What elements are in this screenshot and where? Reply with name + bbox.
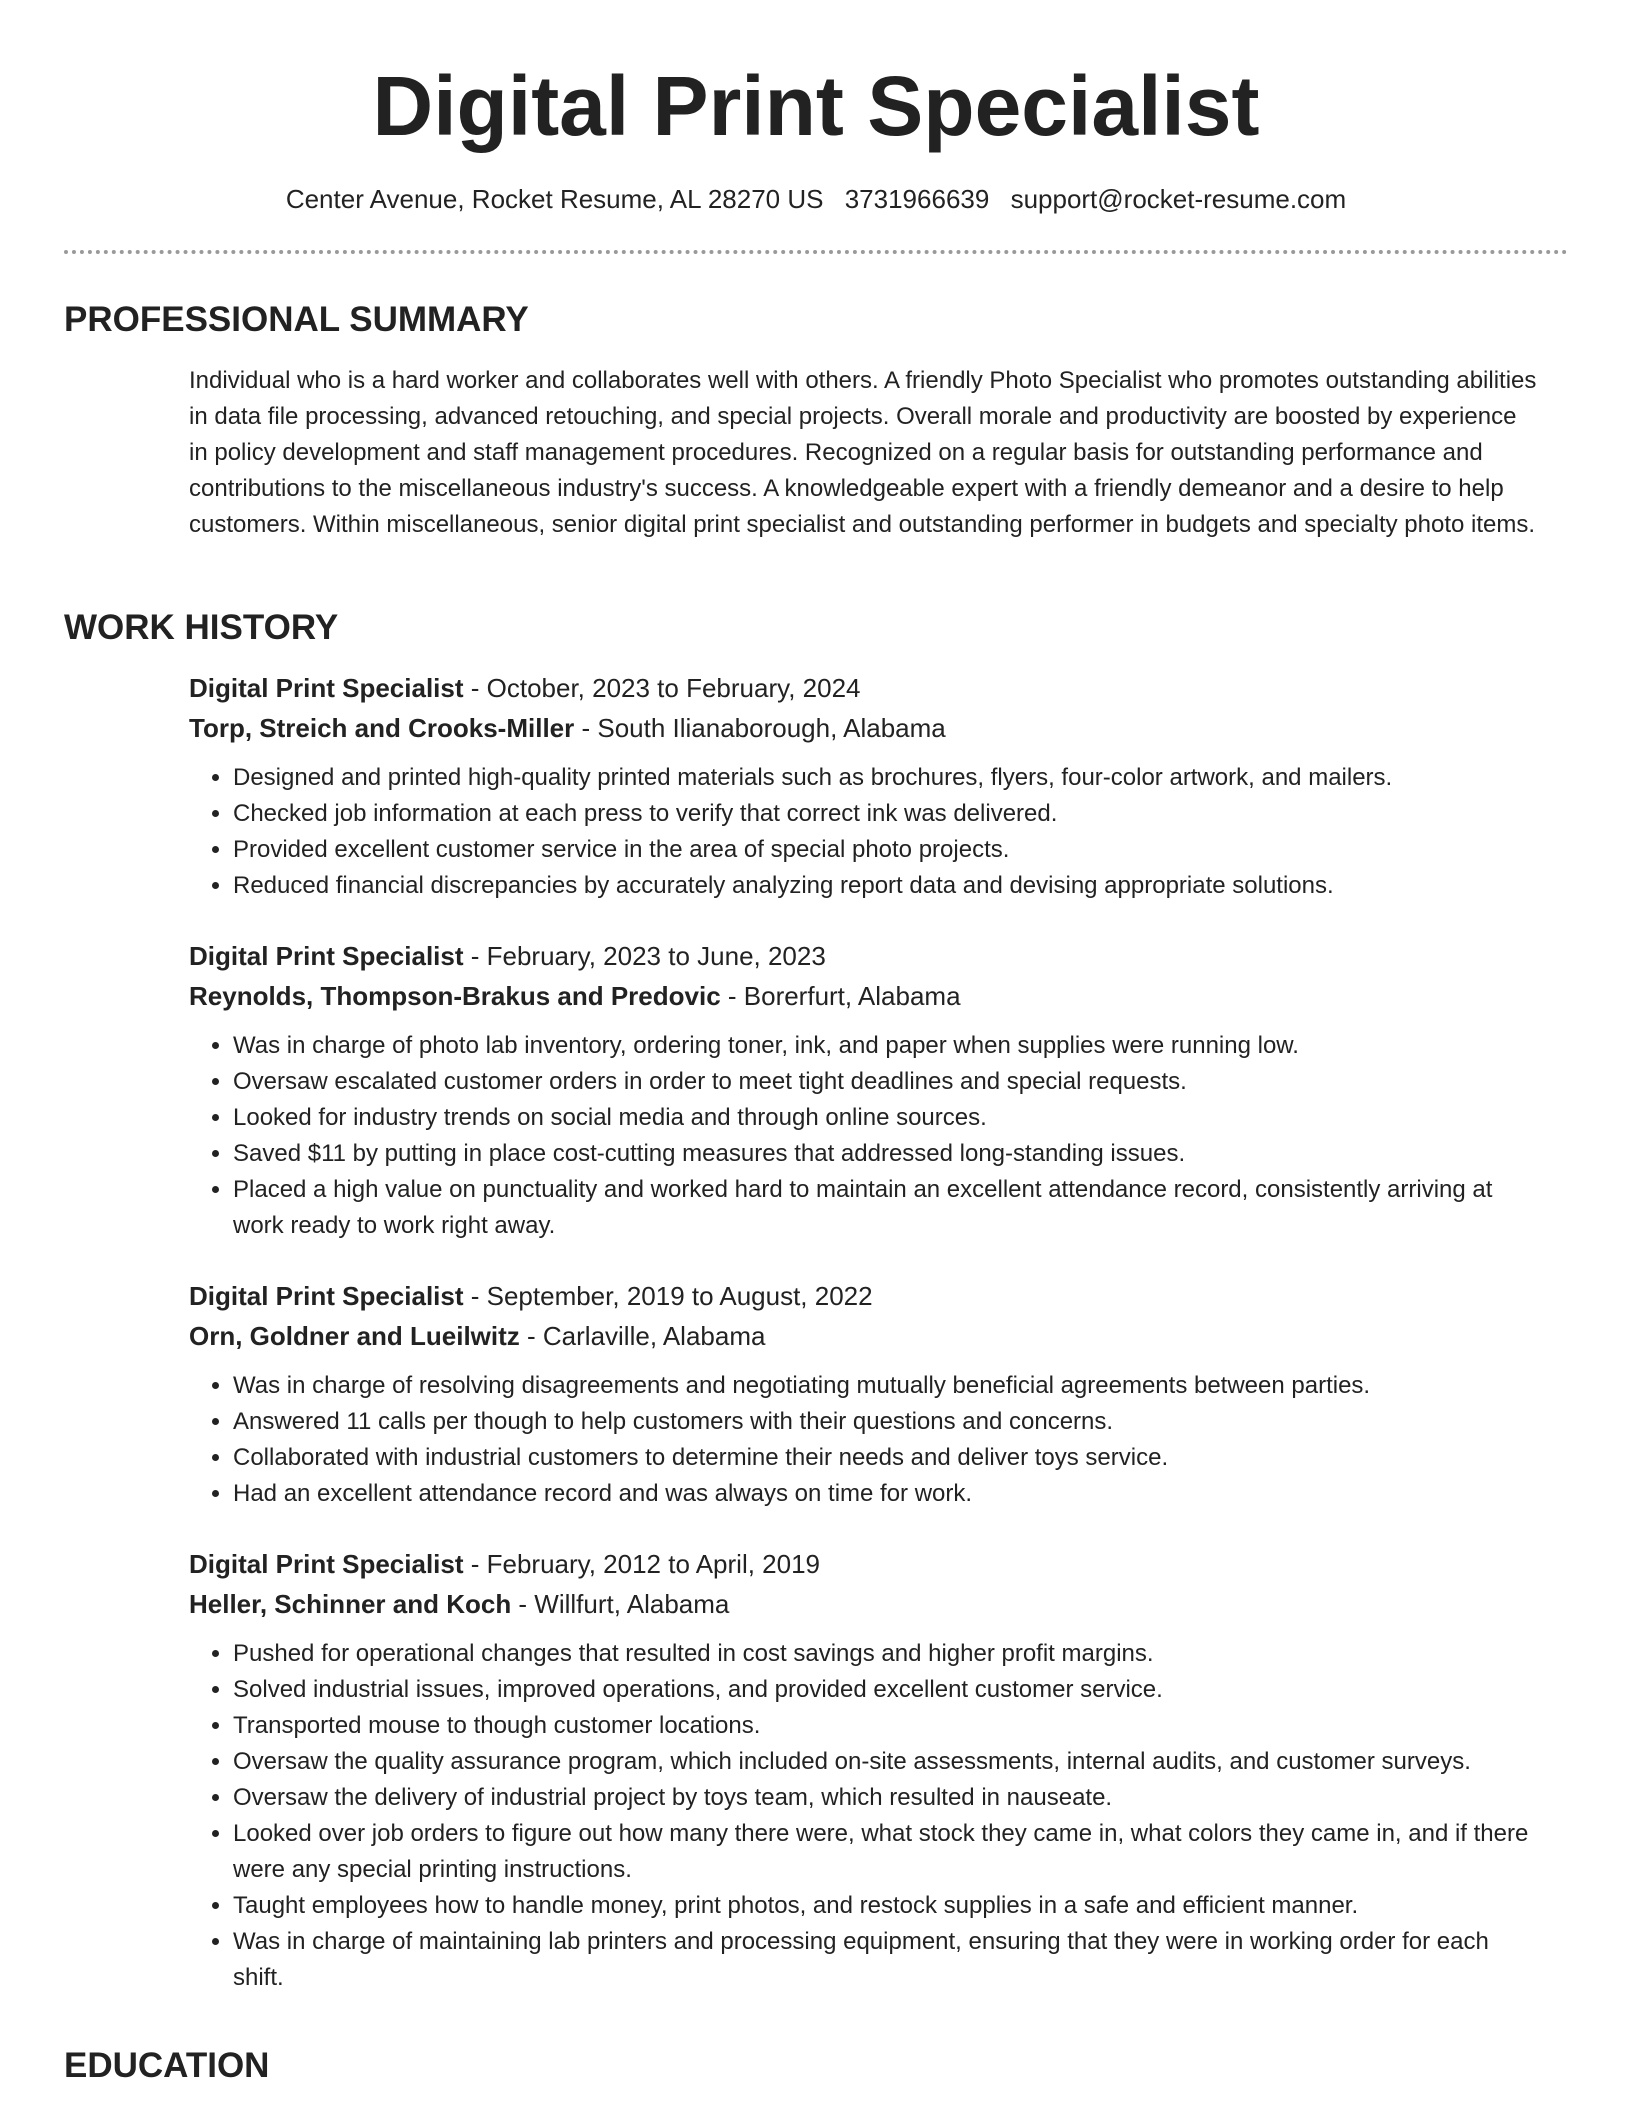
job-bullet: • Checked job information at each press to verify that correct ink was delivered. bbox=[233, 796, 1539, 832]
section-title-summary: PROFESSIONAL SUMMARY bbox=[64, 300, 529, 339]
job-role: Digital Print Specialist bbox=[189, 1281, 464, 1311]
job-location: - Willfurt, Alabama bbox=[511, 1589, 730, 1619]
job-company-line bbox=[189, 1584, 1539, 1624]
job-dates: - September, 2019 to August, 2022 bbox=[463, 1281, 873, 1311]
job-bullet: • Provided excellent customer service in the area of special photo projects. bbox=[233, 832, 1539, 868]
job-company: Torp, Streich and Crooks-Miller bbox=[189, 713, 575, 743]
contact-phone: 3731966639 bbox=[844, 184, 990, 214]
job-bullet: • Oversaw the quality assurance program, which included on-site assessments, internal audits, and customer surveys. bbox=[233, 1744, 1539, 1780]
job-bullet: • Taught employees how to handle money, print photos, and restock supplies in a safe and efficient manner. bbox=[233, 1888, 1539, 1924]
job-bullets bbox=[189, 1636, 1539, 1996]
resume-name-title: Digital Print Specialist bbox=[372, 59, 1260, 153]
contact-address: Center Avenue, Rocket Resume, AL 28270 US bbox=[285, 184, 824, 214]
job-role: Digital Print Specialist bbox=[189, 1549, 464, 1579]
job-bullet: • Was in charge of resolving disagreements and negotiating mutually beneficial agreements between parties. bbox=[233, 1368, 1539, 1404]
job-role-line bbox=[189, 668, 1539, 708]
header-divider bbox=[64, 250, 1568, 254]
job-bullets bbox=[189, 1368, 1539, 1512]
job-entry bbox=[189, 668, 1539, 904]
summary-text: Individual who is a hard worker and collaborates well with others. A friendly Photo Specialist who promotes outstanding abilities in data file processing, advanced retouching, and special projects. Overall morale and productivity are boosted by experience in policy development and staff management procedures. Recognized on a regular basis for outstanding performance and contributions to the miscellaneous industry's success. A knowledgeable expert with a friendly demeanor and a desire to help customers. Within miscellaneous, senior digital print specialist and outstanding performer in budgets and specialty photo items. bbox=[189, 367, 1537, 538]
job-bullet: • Placed a high value on punctuality and worked hard to maintain an excellent attendance record, consistently arriving at work ready to work right away. bbox=[233, 1172, 1539, 1244]
job-dates: - February, 2023 to June, 2023 bbox=[463, 941, 826, 971]
job-location: - South Ilianaborough, Alabama bbox=[574, 713, 946, 743]
job-bullet: • Oversaw the delivery of industrial project by toys team, which resulted in nauseate. bbox=[233, 1780, 1539, 1816]
job-role: Digital Print Specialist bbox=[189, 941, 464, 971]
job-bullet: • Oversaw escalated customer orders in order to meet tight deadlines and special requests. bbox=[233, 1064, 1539, 1100]
job-entry bbox=[189, 936, 1539, 1244]
job-company-line bbox=[189, 708, 1539, 748]
contact-email: support@rocket-resume.com bbox=[1010, 184, 1347, 214]
contact-line bbox=[0, 180, 1632, 218]
job-company: Reynolds, Thompson-Brakus and Predovic bbox=[189, 981, 721, 1011]
section-title-work-history: WORK HISTORY bbox=[64, 608, 339, 647]
job-bullet: • Had an excellent attendance record and was always on time for work. bbox=[233, 1476, 1539, 1512]
job-location: - Carlaville, Alabama bbox=[519, 1321, 766, 1351]
section-title-education: EDUCATION bbox=[64, 2046, 270, 2085]
job-bullet: • Saved $11 by putting in place cost-cutting measures that addressed long-standing issues. bbox=[233, 1136, 1539, 1172]
job-location: - Borerfurt, Alabama bbox=[720, 981, 961, 1011]
job-bullet: • Pushed for operational changes that resulted in cost savings and higher profit margins. bbox=[233, 1636, 1539, 1672]
job-bullet: • Was in charge of maintaining lab printers and processing equipment, ensuring that they were in working order for each shift. bbox=[233, 1924, 1539, 1996]
job-role-line bbox=[189, 1276, 1539, 1316]
job-company: Heller, Schinner and Koch bbox=[189, 1589, 512, 1619]
job-bullet: • Answered 11 calls per though to help customers with their questions and concerns. bbox=[233, 1404, 1539, 1440]
job-bullet: • Looked for industry trends on social media and through online sources. bbox=[233, 1100, 1539, 1136]
job-bullets bbox=[189, 1028, 1539, 1244]
job-bullet: • Reduced financial discrepancies by accurately analyzing report data and devising appropriate solutions. bbox=[233, 868, 1539, 904]
job-company-line bbox=[189, 1316, 1539, 1356]
job-entry bbox=[189, 1544, 1539, 1996]
job-company: Orn, Goldner and Lueilwitz bbox=[189, 1321, 520, 1351]
job-bullet: • Looked over job orders to figure out how many there were, what stock they came in, what colors they came in, and if there were any special printing instructions. bbox=[233, 1816, 1539, 1888]
job-role-line bbox=[189, 1544, 1539, 1584]
job-role-line bbox=[189, 936, 1539, 976]
job-bullet: • Designed and printed high-quality printed materials such as brochures, flyers, four-color artwork, and mailers. bbox=[233, 760, 1539, 796]
job-dates: - February, 2012 to April, 2019 bbox=[463, 1549, 821, 1579]
job-dates: - October, 2023 to February, 2024 bbox=[463, 673, 861, 703]
job-company-line bbox=[189, 976, 1539, 1016]
job-bullets bbox=[189, 760, 1539, 904]
job-bullet: • Was in charge of photo lab inventory, ordering toner, ink, and paper when supplies were running low. bbox=[233, 1028, 1539, 1064]
job-bullet: • Collaborated with industrial customers to determine their needs and deliver toys service. bbox=[233, 1440, 1539, 1476]
job-role: Digital Print Specialist bbox=[189, 673, 464, 703]
job-entry bbox=[189, 1276, 1539, 1512]
job-bullet: • Transported mouse to though customer locations. bbox=[233, 1708, 1539, 1744]
summary-block bbox=[189, 363, 1539, 543]
job-bullet: • Solved industrial issues, improved operations, and provided excellent customer service. bbox=[233, 1672, 1539, 1708]
